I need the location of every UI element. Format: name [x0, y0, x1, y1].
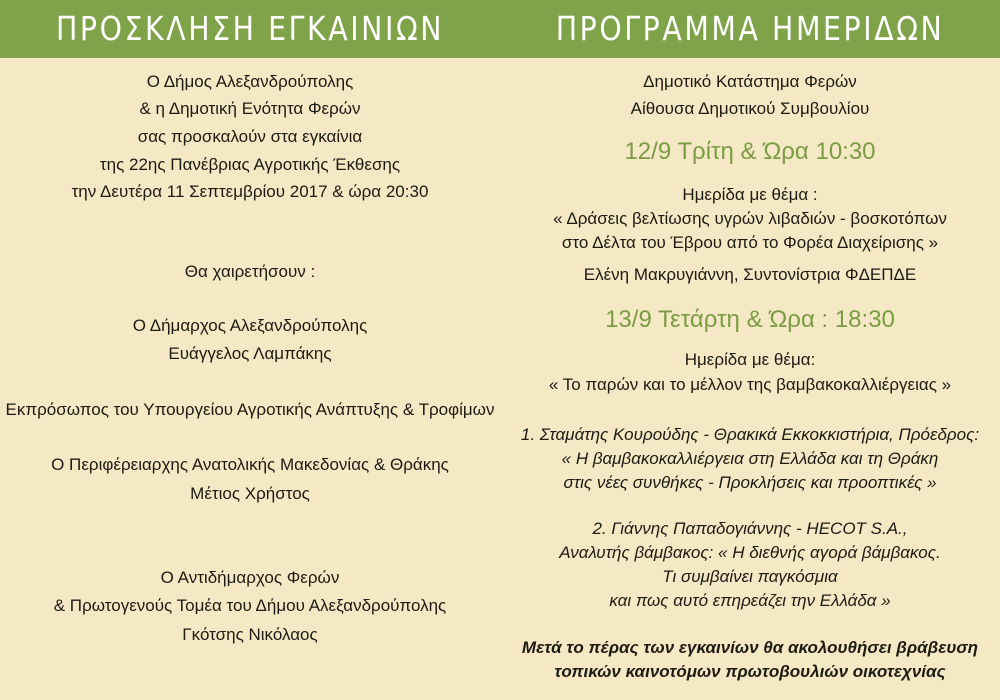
day1-date: 12/9 Τρίτη & Ώρα 10:30 [624, 138, 876, 165]
talk-line: Αναλυτής βάμβακος: « Η διεθνής αγορά βάμβακος. [559, 543, 941, 562]
talk-line: και πως αυτό επηρεάζει την Ελλάδα » [609, 591, 891, 610]
speaker-line: & Πρωτογενούς Τομέα του Δήμου Αλεξανδρούπολης [53, 596, 447, 615]
talk-line: Τι συμβαίνει παγκόσμια [662, 567, 838, 586]
speaker-line: Εκπρόσωπος του Υπουργείου Αγροτικής Ανάπτυξης & Τροφίμων [5, 400, 495, 419]
day1-line: στο Δέλτα του Έβρου από το Φορέα Διαχείρισης » [561, 233, 939, 252]
speaker-line: Ο Δήμαρχος Αλεξανδρούπολης [132, 316, 368, 335]
talk-line: « Η βαμβακοκαλλιέργεια στη Ελλάδα και τη Θράκη [561, 449, 939, 468]
greeting-heading: Θα χαιρετήσουν : [184, 262, 316, 281]
speaker-line: Ο Περιφέρειαρχης Ανατολικής Μακεδονίας & Θράκης [51, 455, 449, 474]
venue-line: Δημοτικό Κατάστημα Φερών [643, 72, 857, 91]
speaker-line: Ο Αντιδήμαρχος Φερών [160, 568, 340, 587]
speaker-line: Ευάγγελος Λαμπάκης [168, 344, 332, 363]
day1-line: Ημερίδα με θέμα : [682, 185, 818, 204]
intro-line: σας προσκαλούν στα εγκαίνια [137, 127, 363, 146]
program-column [500, 0, 1000, 700]
intro-line: την Δευτέρα 11 Σεπτεμβρίου 2017 & ώρα 20:30 [71, 182, 429, 201]
day1-line: « Δράσεις βελτίωσης υγρών λιβαδιών - βοσκοτόπων [553, 209, 947, 228]
closing-line: Μετά το πέρας των εγκαινίων θα ακολουθήσει βράβευση [521, 638, 979, 657]
talk-line: στις νέες συνθήκες - Προκλήσεις και προοπτικές » [563, 473, 937, 492]
day1-speaker: Ελένη Μακρυγιάννη, Συντονίστρια ΦΔΕΠΔΕ [583, 265, 917, 284]
intro-line: της 22ης Πανέβριας Αγροτικής Έκθεσης [99, 155, 401, 174]
talk-line: 1. Σταμάτης Κουρούδης - Θρακικά Εκκοκκιστήρια, Πρόεδρος: [520, 425, 980, 444]
speaker-line: Γκότσης Νικόλαος [182, 625, 318, 644]
venue-line: Αίθουσα Δημοτικού Συμβουλίου [630, 99, 870, 118]
day2-line: Ημερίδα με θέμα: [684, 350, 816, 369]
speaker-line: Μέτιος Χρήστος [190, 484, 310, 503]
program-title: ΠΡΟΓΡΑΜΜΑ ΗΜΕΡΙΔΩΝ [555, 9, 945, 48]
closing-line: τοπικών καινοτόμων πρωτοβουλιών οικοτεχνίας [554, 662, 946, 681]
intro-line: Ο Δήμος Αλεξανδρούπολης [146, 72, 354, 91]
day2-date: 13/9 Τετάρτη & Ώρα : 18:30 [605, 306, 895, 333]
intro-line: & η Δημοτική Ενότητα Φερών [139, 99, 361, 118]
day2-line: « Το παρών και το μέλλον της βαμβακοκαλλιέργειας » [548, 375, 952, 394]
talk-line: 2. Γιάννης Παπαδογιάννης - HECOT S.A., [592, 519, 908, 538]
invitation-title: ΠΡΟΣΚΛΗΣΗ ΕΓΚΑΙΝΙΩΝ [55, 9, 445, 48]
